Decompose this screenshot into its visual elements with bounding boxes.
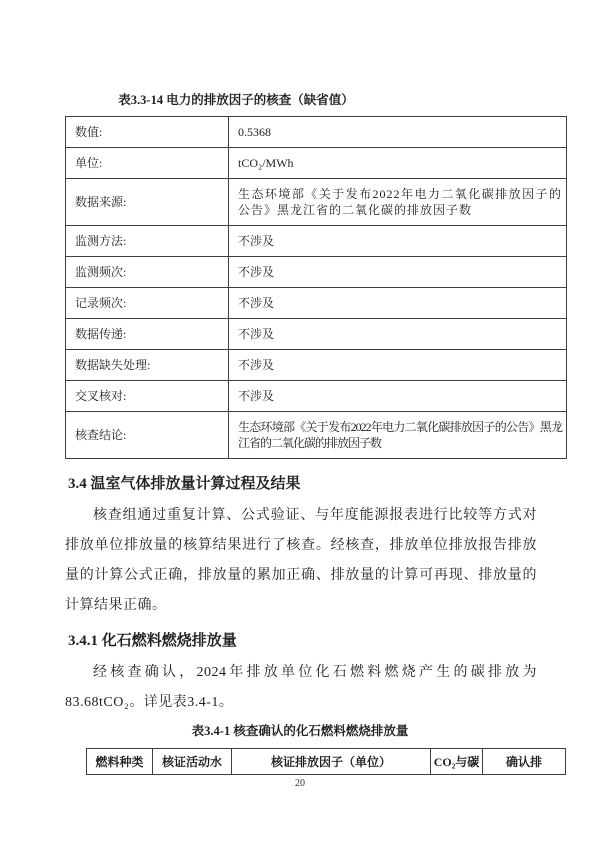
table-row (66, 117, 567, 148)
table-3-3-14-title: 表3.3-14 电力的排放因子的核查（缺省值） (118, 93, 354, 107)
row-value: 不涉及 (229, 257, 567, 288)
row-label: 数据来源: (66, 179, 229, 226)
table-row (66, 226, 567, 257)
row-value: 不涉及 (229, 381, 567, 412)
section-3-4-1-paragraph: 经核查确认，2024年排放单位化石燃料燃烧产生的碳排放为83.68tCO₂。详见表3.4-1。 (65, 665, 537, 710)
section-3-4-paragraph: 核查组通过重复计算、公式验证、与年度能源报表进行比较等方式对排放单位排放量的核算结果进行了核查。经核查，排放单位排放报告排放量的计算公式正确，排放量的累加正确、排放量的计算可再现、排放量的计算结果正确。 (65, 508, 537, 613)
table-row (66, 179, 567, 226)
row-label: 核查结论: (66, 412, 229, 459)
row-value: 0.5368 (229, 117, 567, 148)
row-value: 生态环境部《关于发布2022年电力二氧化碳排放因子的公告》黑龙江省的二氧化碳的排放因子数 (229, 179, 567, 226)
table-row (66, 381, 567, 412)
row-label: 数据缺失处理: (66, 350, 229, 381)
row-label: 监测频次: (66, 257, 229, 288)
header-verified-emission-factor: 核证排放因子（单位） (232, 749, 431, 775)
row-label: 交叉核对: (66, 381, 229, 412)
table-row (66, 288, 567, 319)
electricity-emission-factor-table (65, 116, 567, 459)
section-3-4-1-heading: 3.4.1 化石燃料燃烧排放量 (68, 633, 237, 649)
table-row (66, 148, 567, 179)
table-row (66, 350, 567, 381)
row-label: 记录频次: (66, 288, 229, 319)
row-label: 监测方法: (66, 226, 229, 257)
row-value: 不涉及 (229, 350, 567, 381)
row-value: 不涉及 (229, 319, 567, 350)
header-verified-activity: 核证活动水 (153, 749, 232, 775)
row-label: 数据传递: (66, 319, 229, 350)
row-label: 单位: (66, 148, 229, 179)
fossil-fuel-emission-table (86, 748, 566, 775)
table-row (66, 319, 567, 350)
table-header-row (87, 749, 566, 775)
header-confirmed-emission: 确认排 (483, 749, 566, 775)
page-number: 20 (295, 778, 305, 789)
row-value: tCO₂/MWh (229, 148, 567, 179)
table-row (66, 412, 567, 459)
header-fuel-type: 燃料种类 (87, 749, 153, 775)
table-row (66, 257, 567, 288)
row-label: 数值: (66, 117, 229, 148)
row-value: 不涉及 (229, 288, 567, 319)
table-3-4-1-title: 表3.4-1 核查确认的化石燃料燃烧排放量 (191, 724, 409, 738)
header-co2-carbon: CO₂与碳 (431, 749, 483, 775)
row-value: 生态环境部《关于发布2022年电力二氧化碳排放因子的公告》黑龙江省的二氧化碳的排放因子数 (229, 412, 567, 459)
row-value: 不涉及 (229, 226, 567, 257)
section-3-4-heading: 3.4 温室气体排放量计算过程及结果 (68, 476, 301, 492)
